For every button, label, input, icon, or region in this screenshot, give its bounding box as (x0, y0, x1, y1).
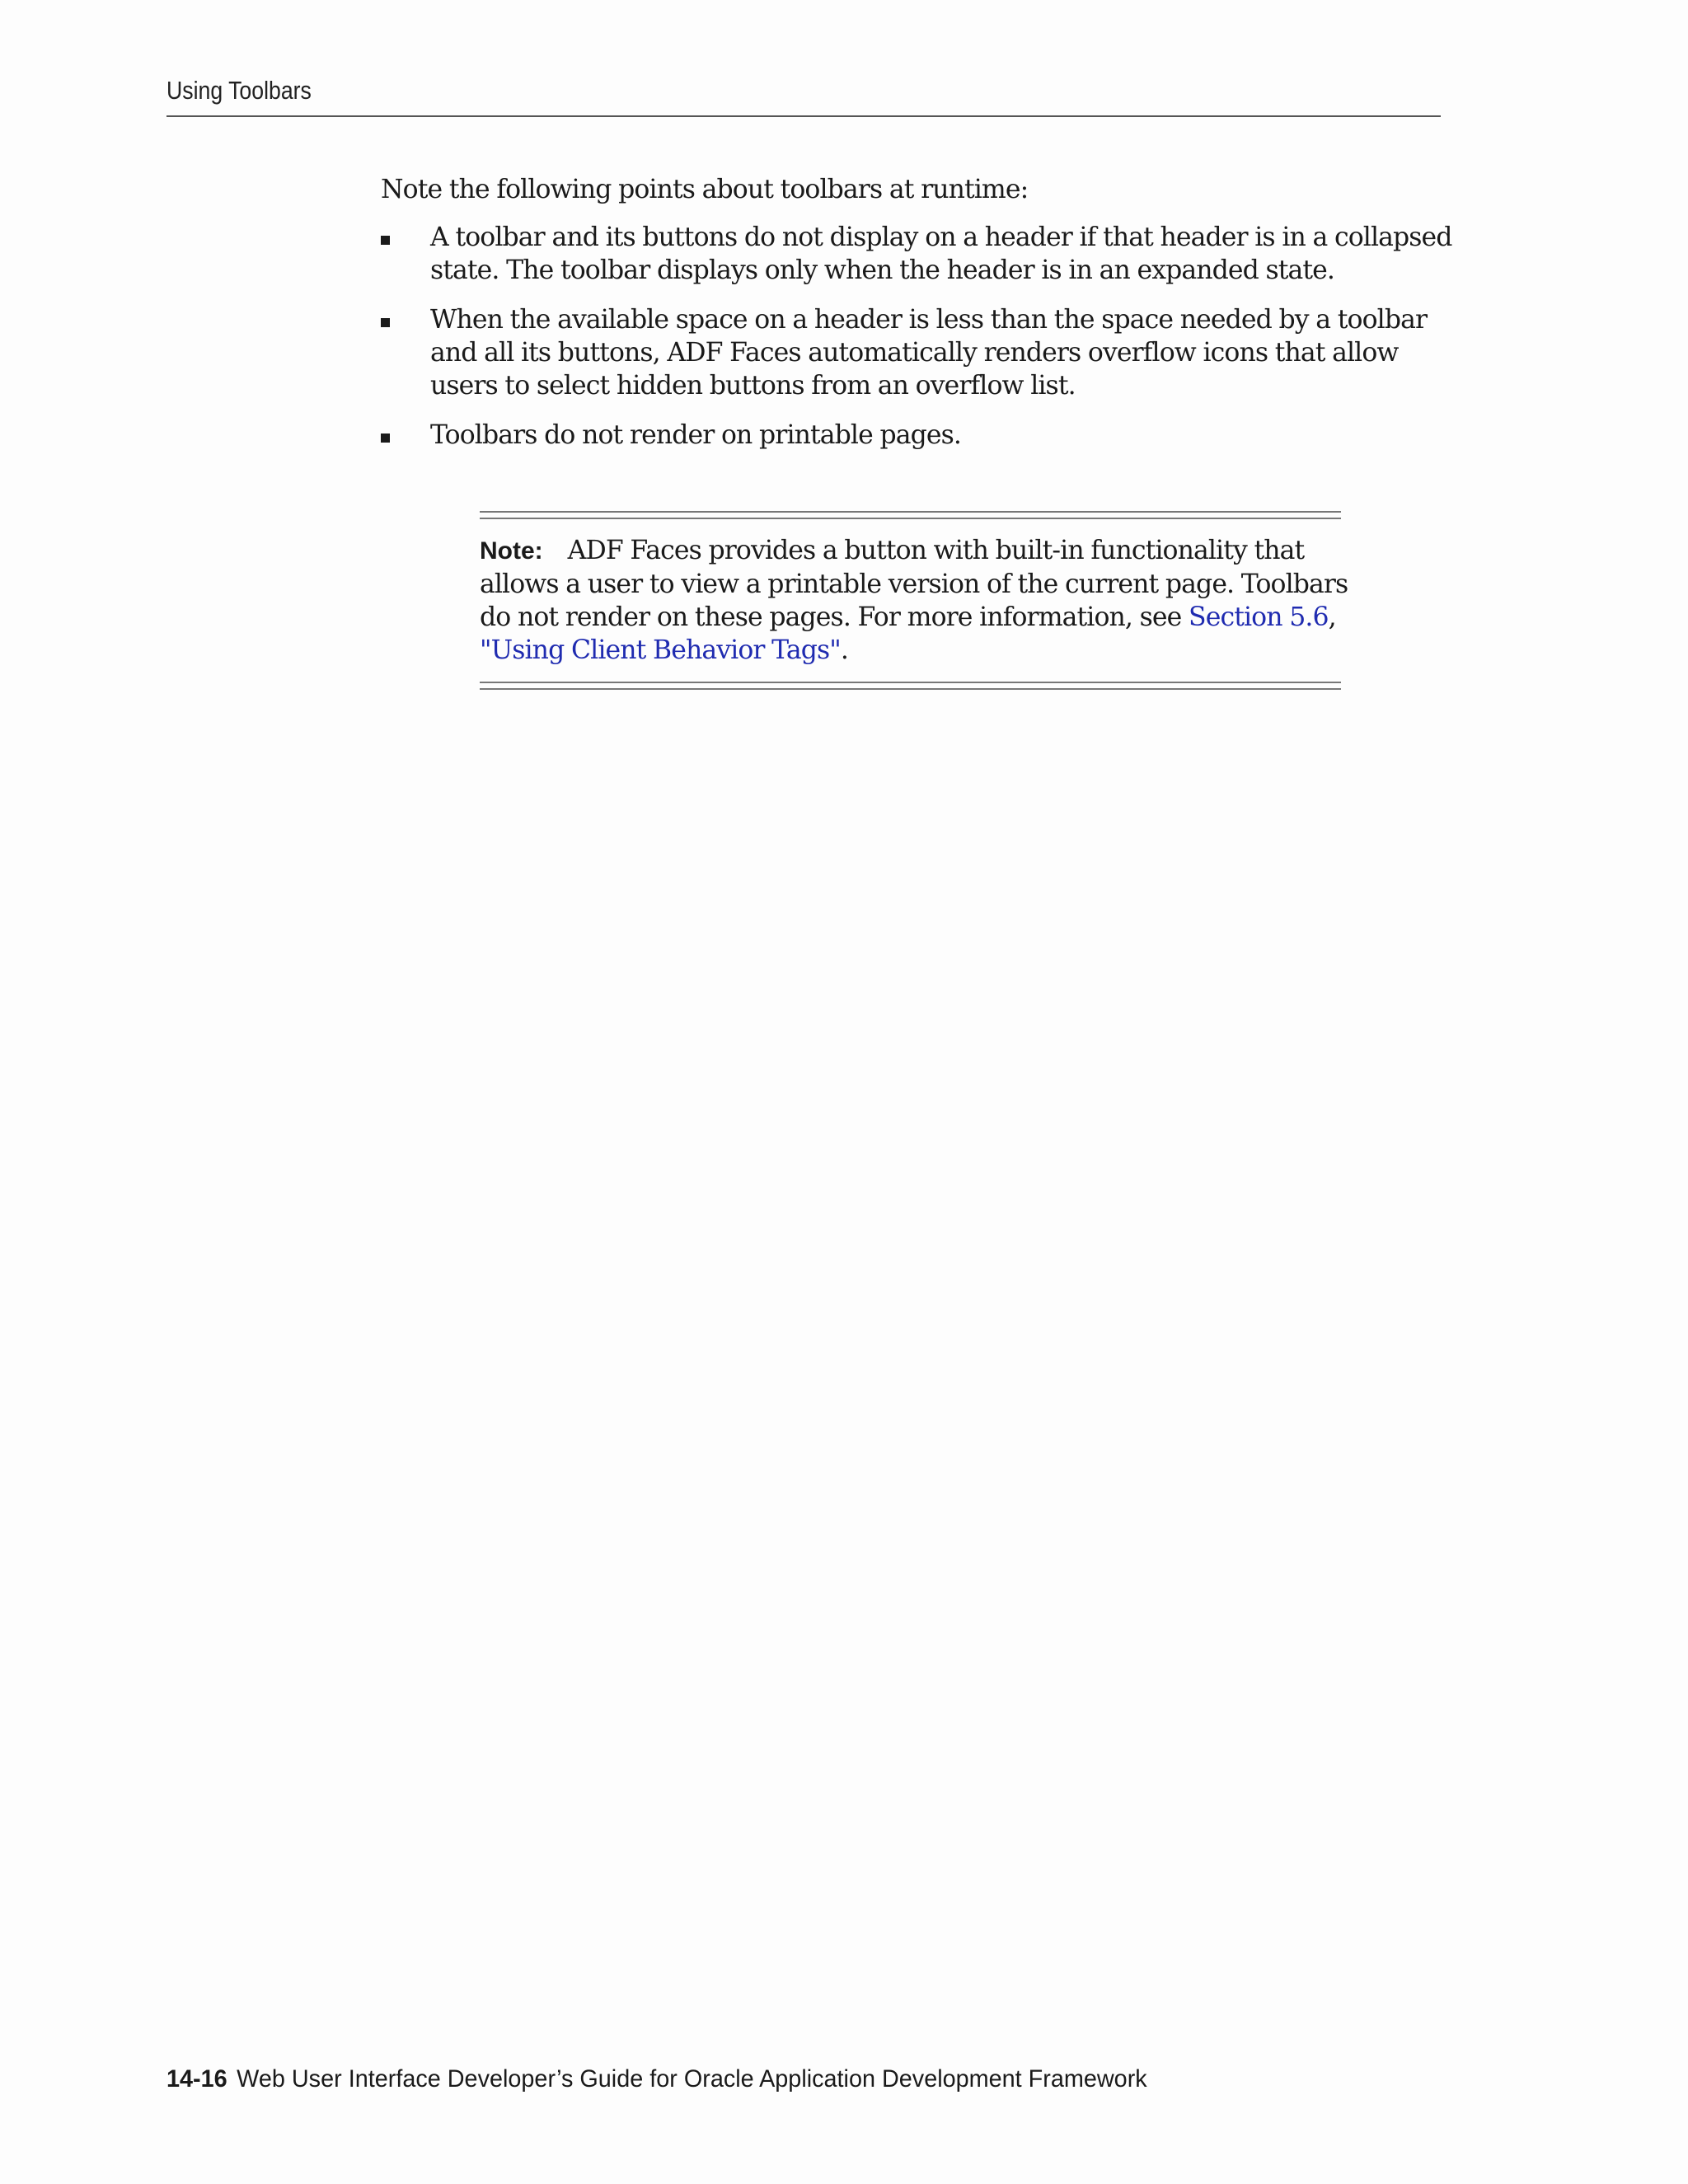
list-item-line: A toolbar and its buttons do not display on a header if that header is in a collapsed (430, 223, 1452, 252)
list-item-line: When the available space on a header is less than the space needed by a toolbar (430, 305, 1428, 335)
header-divider (166, 115, 1441, 117)
list-item-line: and all its buttons, ADF Faces automatically renders overflow icons that allow (430, 338, 1399, 368)
list-item-line: Toolbars do not render on printable pages. (430, 420, 961, 450)
note-punctuation: , (1328, 602, 1336, 632)
client-behavior-tags-link[interactable]: "Using Client Behavior Tags" (480, 635, 841, 665)
note-top-rule (480, 511, 1341, 519)
bullet-square-icon (381, 236, 390, 245)
section-5-6-link[interactable]: Section 5.6 (1189, 602, 1329, 632)
note-text: ADF Faces provides a button with built-in functionality that (567, 536, 1305, 565)
bullet-list (381, 221, 1452, 452)
list-item-line: users to select hidden buttons from an overflow list. (430, 371, 1076, 401)
list-item (381, 419, 1452, 452)
list-item (381, 221, 1452, 287)
note-line (480, 634, 1341, 667)
note-label: Note: (480, 537, 543, 565)
note-punctuation: . (840, 635, 848, 665)
note-bottom-rule (480, 682, 1341, 690)
note-line (480, 534, 1341, 568)
book-title: Web User Interface Developer’s Guide for Oracle Application Development Framework (237, 2065, 1147, 2093)
note-box (480, 511, 1348, 690)
note-content (480, 519, 1348, 682)
running-header-title: Using Toolbars (166, 76, 312, 105)
list-item-line: state. The toolbar displays only when the header is in an expanded state. (430, 255, 1335, 285)
list-item (381, 303, 1452, 402)
note-line: allows a user to view a printable version of the current page. Toolbars (480, 569, 1348, 599)
page-footer (166, 2065, 1147, 2093)
body-content (381, 173, 1452, 468)
intro-paragraph: Note the following points about toolbars at runtime: (381, 175, 1029, 204)
bullet-square-icon (381, 318, 390, 327)
page-number: 14-16 (166, 2065, 227, 2093)
note-line (480, 601, 1341, 634)
bullet-square-icon (381, 434, 390, 443)
note-text: do not render on these pages. For more information, see (480, 602, 1189, 632)
